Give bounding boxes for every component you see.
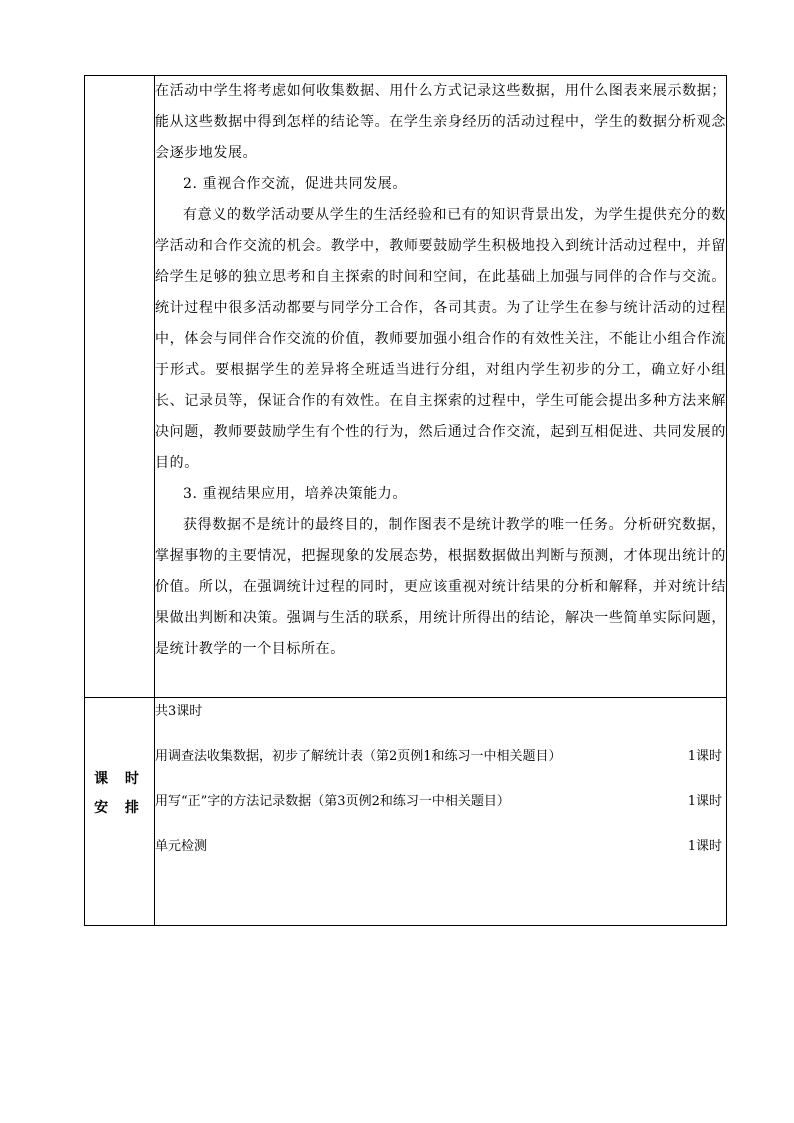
schedule-item-text: 用写“正”字的方法记录数据（第3页例2和练习一中相关题目） bbox=[155, 794, 510, 809]
body-paragraph: 有意义的数学活动要从学生的生活经验和已有的知识背景出发，为学生提供充分的数学活动和合作交流的机会。教学中，教师要鼓励学生积极地投入到统计活动过程中，并留给学生足够的独立思考和自主探索的时间和空间，在此基础上加强与同伴的合作与交流。统计过程中很多活动都要与同学分工合作，各司其责。为了让学生在参与统计活动的过程中，体会与同伴合作交流的价值，教师要加强小组合作的有效性关注，不能让小组合作流于形式。要根据学生的差异将全班适当进行分组，对组内学生初步的分工，确立好小组长、记录员等，保证合作的有效性。在自主探索的过程中，学生可能会提出多种方法来解决问题，教师要鼓励学生有个性的行为，然后通过合作交流，起到互相促进、共同发展的目的。 bbox=[155, 207, 726, 471]
schedule-item bbox=[155, 833, 726, 861]
schedule-item-hours: 1课时 bbox=[687, 794, 722, 809]
teaching-suggestions-cell bbox=[155, 76, 727, 698]
lesson-plan-table bbox=[84, 75, 727, 926]
schedule-item bbox=[155, 743, 726, 771]
empty-label-cell bbox=[85, 76, 155, 698]
section-heading-application: 3. 重视结果应用，培养决策能力。 bbox=[183, 486, 408, 502]
schedule-item-text: 单元检测 bbox=[155, 839, 208, 854]
teaching-suggestions-row bbox=[85, 76, 727, 698]
schedule-total: 共3课时 bbox=[155, 704, 203, 719]
body-paragraph: 在活动中学生将考虑如何收集数据、用什么方式记录这些数据，用什么图表来展示数据；能从这些数据中得到怎样的结论等。在学生亲身经历的活动过程中，学生的数据分析观念会逐步地发展。 bbox=[155, 83, 726, 161]
schedule-row bbox=[85, 698, 727, 926]
schedule-item-hours: 1课时 bbox=[687, 749, 722, 764]
schedule-item-hours: 1课时 bbox=[687, 839, 722, 854]
schedule-item-text: 用调查法收集数据，初步了解统计表（第2页例1和练习一中相关题目） bbox=[155, 749, 562, 764]
schedule-item bbox=[155, 788, 726, 816]
body-paragraph: 获得数据不是统计的最终目的，制作图表不是统计教学的唯一任务。分析研究数据，掌握事物的主要情况，把握现象的发展态势，根据数据做出判断与预测，才体现出统计的价值。所以，在强调统计过程的同时，更应该重视对统计结果的分析和解释，并对统计结果做出判断和决策。强调与生活的联系，用统计所得出的结论，解决一些简单实际问题，是统计教学的一个目标所在。 bbox=[155, 517, 726, 657]
schedule-cell bbox=[155, 698, 727, 926]
schedule-label-line2: 安 排 bbox=[94, 800, 145, 816]
section-heading-collaboration: 2. 重视合作交流，促进共同发展。 bbox=[183, 176, 408, 192]
schedule-label-line1: 课 时 bbox=[94, 771, 145, 787]
schedule-label-cell bbox=[85, 698, 155, 926]
